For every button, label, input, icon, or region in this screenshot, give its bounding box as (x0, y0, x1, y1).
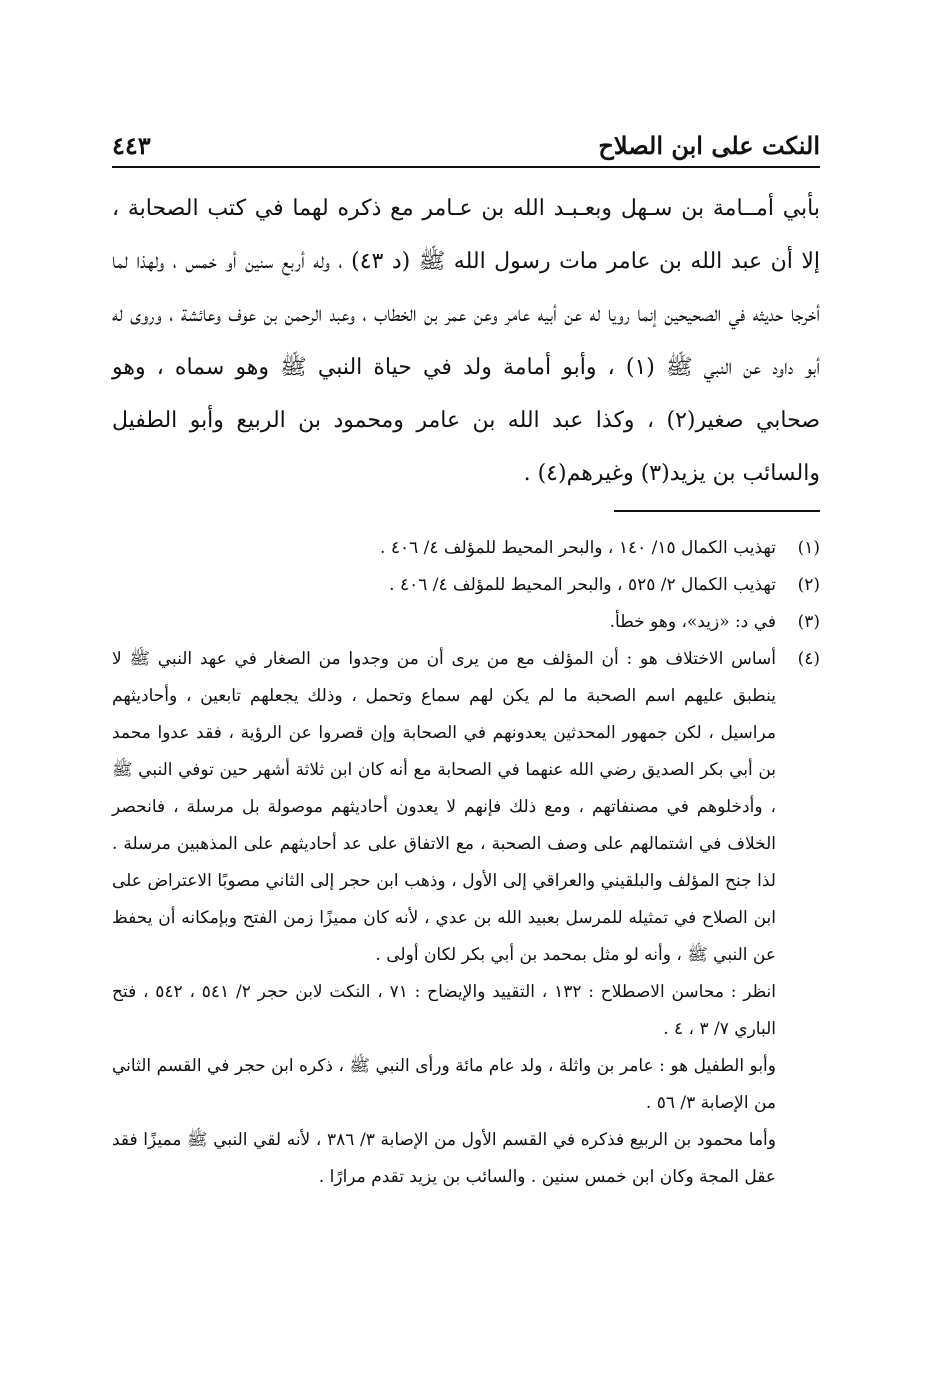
footnote-text: وأما محمود بن الربيع فذكره في القسم الأول من الإصابة ٣/ ٣٨٦ ، لأنه لقي النبي ﷺ مميزًا فقد عقل المجة وكان ابن خمس سنين . والسائب بن يزيد تقدم مرارًا . (112, 1130, 776, 1187)
footnote-4-abu-tufail (112, 1048, 820, 1122)
footnote-text: وأبو الطفيل هو : عامر بن واثلة ، ولد عام مائة ورأى النبي ﷺ ، ذكره ابن حجر في القسم الثاني من الإصابة ٣/ ٥٦ . (112, 1056, 776, 1113)
footnote-4 (112, 641, 820, 974)
footnote-number: (١) (797, 538, 820, 558)
footnote-1 (112, 530, 820, 567)
footnote-4-mahmud (112, 1122, 820, 1196)
footnote-text: في د: «زيد»، وهو خطأ. (609, 612, 776, 632)
footnote-number: (٢) (797, 575, 820, 595)
main-paragraph: بأبي أمــامة بن سـهل وبعـبـد الله بن عـامر مع ذكره لهما في كتب الصحابة ، إلا أن عبد الله بن عامر مات رسول الله ﷺ (د ٤٣) ، وله أربع سنين أو خمس ، ولهذا لما أخرجا حديثه في الصحيحين إنما رويا له عن أبيه عامر وعن عمر بن الخطاب ، وعبد الرحمن بن عوف وعائشة ، وروى له أبو داود عن النبي ﷺ (١) ، وأبو أمامة ولد في حياة النبي ﷺ وهو سماه ، وهو صحابي صغير(٢) ، وكذا عبد الله بن عامر ومحمود بن الربيع وأبو الطفيل والسائب بن يزيد(٣) وغيرهم(٤) . (112, 196, 821, 486)
page-number: ٤٤٣ (112, 131, 151, 160)
main-text (112, 182, 820, 500)
footnote-separator (614, 510, 820, 512)
footnotes (112, 530, 820, 1196)
footnote-3 (112, 604, 820, 641)
footnote-text: أساس الاختلاف هو : أن المؤلف مع من يرى أن من وجدوا من الصغار في عهد النبي ﷺ لا ينطبق عليهم اسم الصحبة ما لم يكن لهم سماع وتحمل ، وذلك يجعلهم تابعين ، وأحاديثهم مراسيل ، لكن جمهور المحدثين يعدونهم في الصحابة وإن قصروا عن الرؤية ، فقد عدوا محمد بن أبي بكر الصديق رضي الله عنهما في الصحابة مع أنه كان ابن ثلاثة أشهر حين توفي النبي ﷺ ، وأدخلوهم في مصنفاتهم ، ومع ذلك فإنهم لا يعدون أحاديثهم موصولة بل مرسلة ، فانحصر الخلاف في اشتمالهم على وصف الصحبة ، مع الاتفاق على عد أحاديثهم على المذهبين مرسلة . لذا جنح المؤلف والبلقيني والعراقي إلى الأول ، وذهب ابن حجر إلى الثاني مصوبًا الاعتراض على ابن الصلاح في تمثيله للمرسل بعبيد الله بن عدي ، لأنه كان مميزًا زمن الفتح وبإمكانه أن يحفظ عن النبي ﷺ ، وأنه لو مثل بمحمد بن أبي بكر لكان أولى . (112, 649, 776, 965)
running-header (112, 116, 820, 168)
footnote-number: (٤) (797, 649, 820, 669)
footnote-2 (112, 567, 820, 604)
book-title: النكت على ابن الصلاح (598, 131, 820, 160)
footnote-number: (٣) (797, 612, 820, 632)
footnote-4-references (112, 974, 820, 1048)
footnote-text: تهذيب الكمال ٢/ ٥٢٥ ، والبحر المحيط للمؤلف ٤/ ٤٠٦ . (389, 575, 776, 595)
footnote-text: تهذيب الكمال ١٥/ ١٤٠ ، والبحر المحيط للمؤلف ٤/ ٤٠٦ . (380, 538, 776, 558)
footnote-text: انظر : محاسن الاصطلاح : ١٣٢ ، التقييد والإيضاح : ٧١ ، النكت لابن حجر ٢/ ٥٤١ ، ٥٤٢ ، فتح الباري ٧/ ٣ ، ٤ . (112, 982, 777, 1039)
